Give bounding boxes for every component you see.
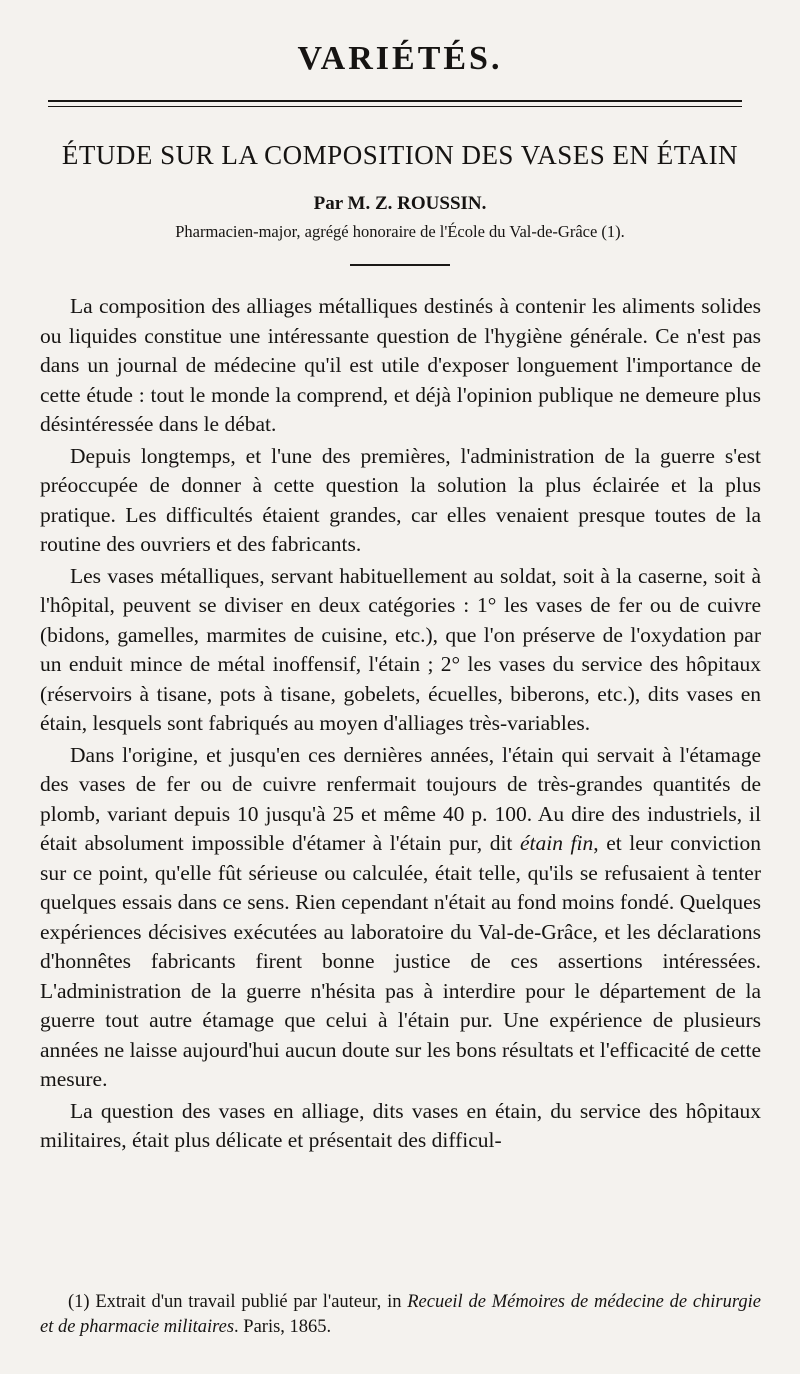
article-byline: Par M. Z. ROUSSIN. (313, 193, 487, 214)
header-rule-thick (48, 100, 742, 102)
paragraph-3: Les vases métalliques, servant habituellement au soldat, soit à la caserne, soit à l'hôpital, peuvent se diviser en deux catégories : 1° les vases de fer ou de cuivre (bidons, gamelles, marmites de cuisine, etc.), que l'on préserve de l'oxydation par un enduit mince de métal inoffensif, l'étain ; 2° les vases du service des hôpitaux (réservoirs à tisane, pots à tisane, gobelets, écuelles, biberons, etc.), dits vases en étain, lesquels sont fabriqués au moyen d'alliages très-variables. (40, 563, 761, 735)
paragraph-4-text-a: Dans l'origine, et jusqu'en ces dernières années, l'étain qui servait à l'étamage des vases de fer ou de cuivre renfermait toujours de très-grandes quantités de plomb, variant depuis 10 jusqu'à 25 et même 40 p. 100. Au dire des industriels, il était absolument impossible d'étamer à l'étain pur, dit (40, 742, 761, 855)
article-title: ÉTUDE SUR LA COMPOSITION DES VASES EN ÉTAIN (61, 140, 739, 170)
paragraph-5: La question des vases en alliage, dits vases en étain, du service des hôpitaux militaires, était plus délicate et présentait des difficul- (40, 1098, 761, 1152)
paragraph-4-italic-term: étain fin (519, 831, 594, 855)
paragraph-4 (40, 741, 761, 1095)
paragraph-2: Depuis longtemps, et l'une des premières, l'administration de la guerre s'est préoccupée de donner à cette question la solution la plus éclairée et la plus pratique. Les difficultés étaient grandes, car elles venaient presque toutes de la routine des ouvriers et des fabricants. (40, 443, 761, 556)
paragraph-1: La composition des alliages métalliques destinés à contenir les aliments solides ou liquides constitue une intéressante question de l'hygiène générale. Ce n'est pas dans un journal de médecine qu'il est utile d'exposer longuement l'importance de cette étude : tout le monde la comprend, et déjà l'opinion publique ne demeure plus désintéressée dans le débat. (40, 294, 761, 436)
footnote (40, 1290, 761, 1340)
footnote-source-title: Recueil de Mémoires de médecine de chirurgie et de pharmacie militaires (40, 1292, 761, 1337)
author-affiliation: Pharmacien-major, agrégé honoraire de l'École du Val-de-Grâce (1). (175, 222, 625, 241)
header-rule-thin (48, 106, 742, 107)
title-separator-rule (350, 264, 450, 266)
footnote-text-b: . Paris, 1865. (234, 1317, 332, 1337)
section-title: VARIÉTÉS. (297, 40, 503, 77)
article-body (40, 292, 761, 1158)
footnote-text-a: (1) Extrait d'un travail publié par l'auteur, in (68, 1292, 408, 1312)
paragraph-4-text-b: , et leur conviction sur ce point, qu'elle fût sérieuse ou calculée, était telle, qu'ils se refusaient à tenter quelques essais dans ce sens. Rien cependant n'était au fond moins fondé. Quelques expériences décisives exécutées au laboratoire du Val-de-Grâce, et les déclarations d'honnêtes fabricants firent bonne justice de ces assertions intéressées. L'administration de la guerre n'hésita pas à interdire pour le département de la guerre tout autre étamage que celui à l'étain pur. Une expérience de plusieurs années ne laisse aujourd'hui aucun doute sur les bons résultats et l'efficacité de cette mesure. (40, 831, 762, 1091)
